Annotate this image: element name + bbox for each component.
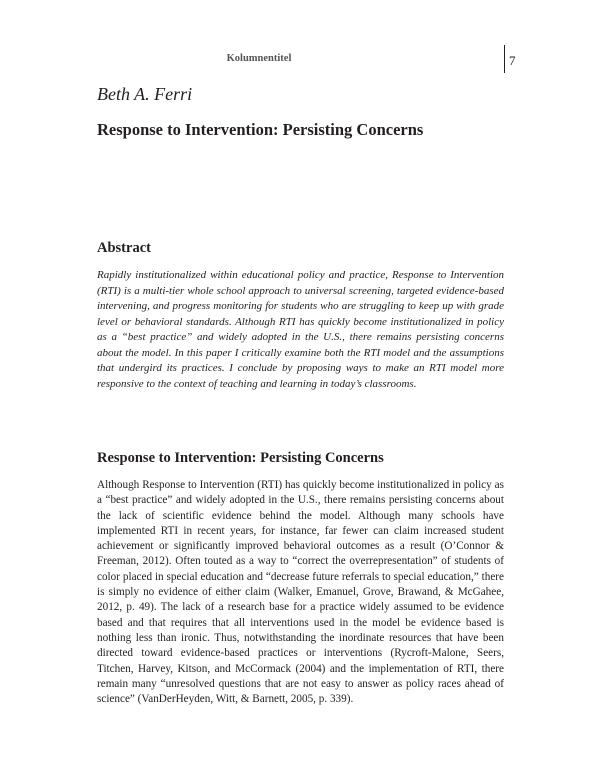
body-paragraph: Although Response to Intervention (RTI) has quickly become institutionalized in policy as a “best practice” and widely adopted in the U.S., there remains persisting concerns about the lack of scientific evidence behind the model. Although many schools have implemented RTI in recent years, for instance, far fewer can claim increased student achievement or significantly improved behavioral outcomes as a result (O’Connor & Freeman, 2012). Often touted as a way to “correct the overrepresentation” of students of color placed in special education and “decrease future referrals to special education,” there is simply no evidence of either claim (Walker, Emanuel, Grove, Brawand, & McGahee, 2012, p. 49). The lack of a research base for a practice widely assumed to be evidence based and that requires that all interventions used in the model be evidence based is nothing less than ironic. Thus, notwithstanding the inordinate resources that have been directed toward evidence-based practices or interventions (Rycroft-Malone, Seers, Titchen, Harvey, Kitson, and McCormack (2004) and the implementation of RTI, there remain many “unresolved questions that are not easy to answer as policy races ahead of science” (VanDerHeyden, Witt, & Barnett, 2005, p. 339). [97, 479, 504, 706]
section-heading: Response to Intervention: Persisting Concerns [97, 450, 384, 466]
abstract-text: Rapidly institutionalized within educational policy and practice, Response to Intervention (RTI) is a multi-tier whole school approach to universal screening, targeted evidence-based intervening, and progress monitoring for students who are struggling to keep up with grade level or behavioral standards. Although RTI has quickly become institutionalized in policy as a “best practice” and widely adopted in the U.S., there remains persisting concerns about the model. In this paper I critically examine both the RTI model and the assumptions that undergird its practices. I conclude by proposing ways to make an RTI model more responsive to the context of teaching and learning in today’s classrooms. [97, 269, 504, 390]
page-number: 7 [509, 53, 516, 68]
article-title: Response to Intervention: Persisting Concerns [97, 120, 424, 139]
header-divider [504, 45, 505, 73]
running-head: Kolumnentitel [226, 53, 292, 64]
abstract-heading: Abstract [97, 240, 151, 256]
author-name: Beth A. Ferri [97, 84, 193, 104]
